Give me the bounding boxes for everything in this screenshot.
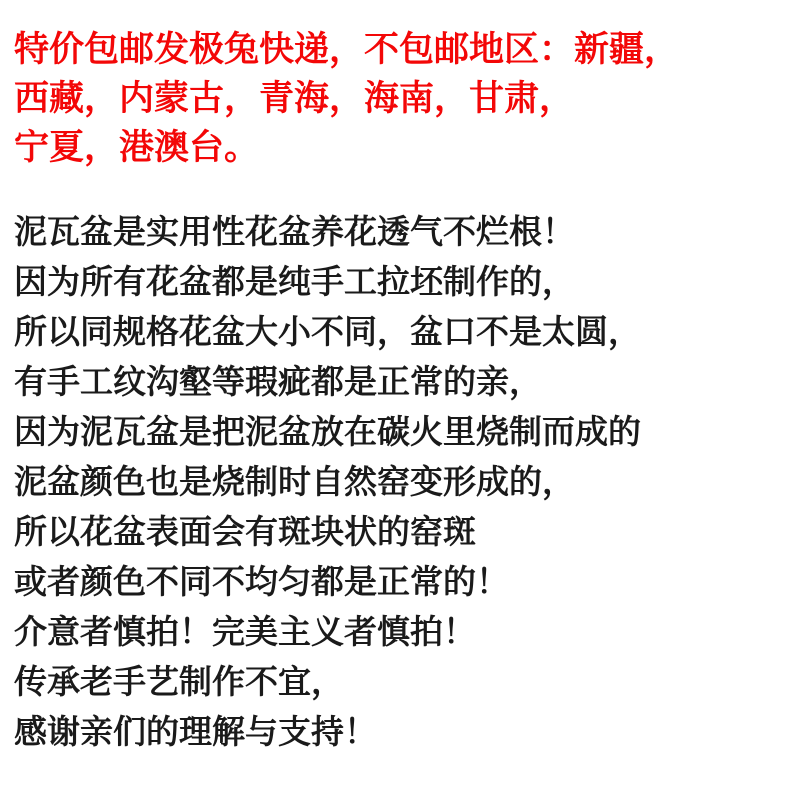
product-notes-line-11: 感谢亲们的理解与支持！	[14, 712, 377, 751]
product-notes-line-7: 所以花盆表面会有斑块状的窑斑	[14, 512, 476, 551]
product-notes-line-4: 有手工纹沟壑等瑕疵都是正常的亲，	[14, 362, 542, 401]
product-notes-line-5: 因为泥瓦盆是把泥盆放在碳火里烧制而成的	[14, 412, 641, 451]
product-notes-line-6: 泥盆颜色也是烧制时自然窑变形成的，	[14, 462, 575, 501]
product-notes-line-9: 介意者慎拍！完美主义者慎拍！	[14, 612, 476, 651]
shipping-notice-line-1: 特价包邮发极兔快递，不包邮地区：新疆，	[14, 30, 680, 70]
product-notes-line-10: 传承老手艺制作不宜，	[14, 662, 344, 701]
section-spacer	[14, 173, 786, 207]
product-notes-line-3: 所以同规格花盆大小不同，盆口不是太圆，	[14, 312, 641, 351]
product-notes-line-1: 泥瓦盆是实用性花盆养花透气不烂根！	[14, 212, 575, 251]
shipping-notice-line-3: 宁夏，港澳台。	[14, 128, 260, 168]
product-notes-line-8: 或者颜色不同不均匀都是正常的！	[14, 562, 509, 601]
product-notes	[14, 207, 786, 757]
product-notes-line-2: 因为所有花盆都是纯手工拉坯制作的，	[14, 262, 575, 301]
shipping-notice-line-2: 西藏，内蒙古，青海，海南，甘肃，	[14, 79, 575, 119]
shipping-notice	[14, 26, 786, 173]
